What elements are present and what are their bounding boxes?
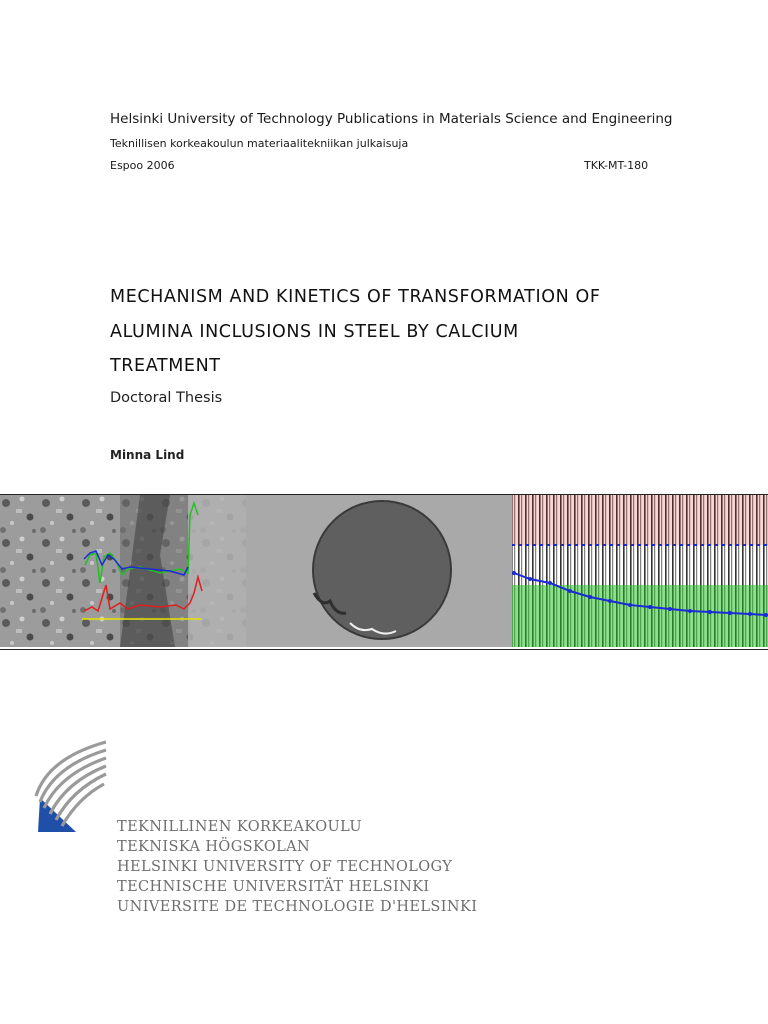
university-name-fi: TEKNILLINEN KORKEAKOULU — [117, 819, 363, 835]
thesis-title-line-3: TREATMENT — [110, 356, 221, 376]
cover-image-band — [0, 494, 768, 650]
place-year: Espoo 2006 — [110, 159, 175, 172]
university-name-de: TECHNISCHE UNIVERSITÄT HELSINKI — [117, 879, 430, 895]
document-type: Doctoral Thesis — [110, 390, 223, 406]
composition-chart-panel — [512, 495, 768, 647]
university-name-en: HELSINKI UNIVERSITY OF TECHNOLOGY — [117, 859, 453, 875]
inclusion-panel — [246, 495, 512, 647]
university-name-sv: TEKNISKA HÖGSKOLAN — [117, 839, 311, 855]
university-name-fr: UNIVERSITE DE TECHNOLOGIE D'HELSINKI — [117, 899, 478, 915]
university-logo — [30, 740, 110, 838]
thesis-title-line-2: ALUMINA INCLUSIONS IN STEEL BY CALCIUM — [110, 321, 519, 342]
author-name: Minna Lind — [110, 448, 185, 462]
series-title-finnish: Teknillisen korkeakoulun materiaalitekniikan julkaisuja — [110, 137, 409, 150]
thesis-title-line-1: MECHANISM AND KINETICS OF TRANSFORMATION OF — [110, 287, 601, 307]
series-code: TKK-MT-180 — [584, 159, 649, 172]
micrograph-panel — [0, 495, 246, 647]
university-names — [117, 817, 477, 917]
thesis-title — [110, 280, 670, 384]
series-title: Helsinki University of Technology Publications in Materials Science and Engineering — [110, 111, 673, 127]
